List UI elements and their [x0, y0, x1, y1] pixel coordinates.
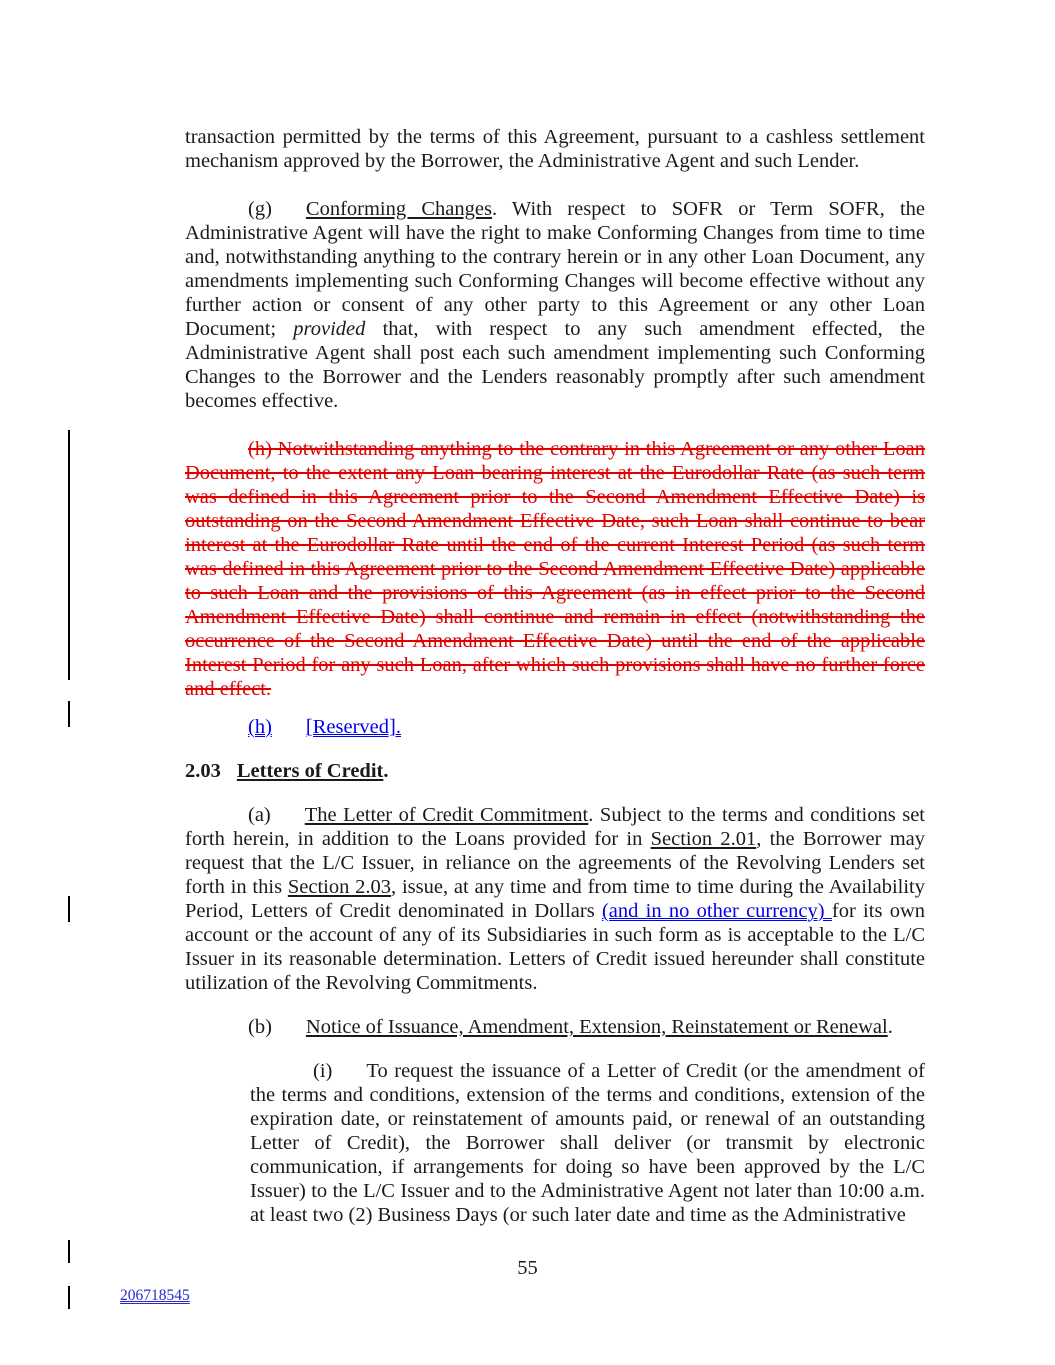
text-run: (h) — [248, 716, 272, 738]
text-run: (b) — [248, 1016, 272, 1038]
text-run: . Subject to the terms and conditions set forth herein, in addition to the Loans provided for in — [185, 804, 925, 850]
paragraph-h-deleted-eurodollar — [185, 437, 925, 701]
text-run: provided — [293, 318, 366, 340]
text-run: (h) Notwithstanding anything to the contrary in this Agreement or any other Loan Document, to the extent any Loan bearing interest at the Eurodollar Rate (as such term was defined in this Agreement prior to the Second Amendment Effective Date) is outstanding on the Second Amendment Effective Date, such Loan shall continue to bear interest at the Eurodollar Rate until the end of the current Interest Period (as such term was defined in this Agreement prior to the Second Amendment Effective Date) applicable to such Loan and the provisions of this Agreement (as in effect prior to the Second Amendment Effective Date) shall continue and remain in effect (notwithstanding the occurrence of the Second Amendment Effective Date) until the end of the applicable Interest Period for any such Loan, after which such provisions shall have no further force and effect. — [185, 438, 925, 700]
text-run: (g) — [248, 198, 272, 220]
continuation-paragraph — [185, 125, 925, 173]
text-run: , issue, at any time and from time to time during the Availability Period, Letters of Credit denominated in Dollars — [185, 876, 925, 922]
text-run: . — [887, 1016, 893, 1038]
text-run: . — [383, 760, 389, 782]
text-run: . With respect to SOFR or Term SOFR, the Administrative Agent will have the right to make Conforming Changes from time to time and, notwithstanding anything to the contrary herein or in any other Loan Document, any amendments implementing such Conforming Changes will become effective without any further action or consent of any other party to this Agreement or any other Loan Document; — [185, 198, 925, 340]
paragraph-i-request-issuance — [250, 1059, 925, 1227]
text-run: , the Borrower may request that the L/C Issuer, in reliance on the agreements of the Revolving Lenders set forth in this — [185, 828, 925, 898]
change-bar — [68, 430, 70, 680]
text-run: To request the issuance of a Letter of Credit (or the amendment of the terms and conditions, extension of the terms and conditions, extension of the expiration date, or reinstatement of amounts paid, or renewal of an outstanding Letter of Credit), the Borrower shall deliver (or transmit by electronic communication, if arrangements for doing so have been approved by the L/C Issuer) to the L/C Issuer and to the Administrative Agent not later than 10:00 a.m. at least two (2) Business Days (or such later date and time as the Administrative — [250, 1060, 925, 1226]
paragraph-b-notice-heading — [185, 1015, 925, 1039]
change-bar — [68, 1286, 70, 1309]
text-run: transaction permitted by the terms of this Agreement, pursuant to a cashless settlement mechanism approved by the Borrower, the Administrative Agent and such Lender. — [185, 126, 925, 172]
text-run: Letters of Credit — [236, 760, 384, 782]
document-stamp: 206718545 — [120, 1287, 190, 1304]
text-run: Notice of Issuance, Amendment, Extension, Reinstatement or Renewal — [305, 1016, 888, 1038]
change-bar — [68, 701, 70, 727]
text-run: The Letter of Credit Commitment — [304, 804, 589, 826]
text-run: (and in no other currency) — [601, 900, 832, 922]
text-run: Conforming Changes — [305, 198, 492, 220]
document-body — [185, 125, 925, 1227]
text-run: Section 2.03 — [287, 876, 392, 898]
section-2-03-heading — [185, 759, 925, 783]
text-run: 2.03 — [185, 760, 221, 782]
text-run: (i) — [313, 1060, 333, 1082]
paragraph-h-reserved — [185, 715, 925, 739]
text-run: that, with respect to any such amendment effected, the Administrative Agent shall post each such amendment implementing such Conforming Changes to the Borrower and the Lenders reasonably promptly after such amendment becomes effective. — [185, 318, 925, 412]
text-run: [Reserved]. — [305, 716, 401, 738]
change-bar — [68, 896, 70, 922]
paragraph-a-lc-commitment — [185, 803, 925, 995]
paragraph-g-conforming-changes — [185, 197, 925, 413]
text-run: Section 2.01 — [650, 828, 757, 850]
text-run: for its own account or the account of any of its Subsidiaries in such form as is acceptable to the L/C Issuer in its reasonable determination. Letters of Credit issued hereunder shall constitute utilization of the Revolving Commitments. — [185, 900, 925, 994]
page-number: 55 — [517, 1257, 538, 1279]
text-run: (a) — [248, 804, 271, 826]
